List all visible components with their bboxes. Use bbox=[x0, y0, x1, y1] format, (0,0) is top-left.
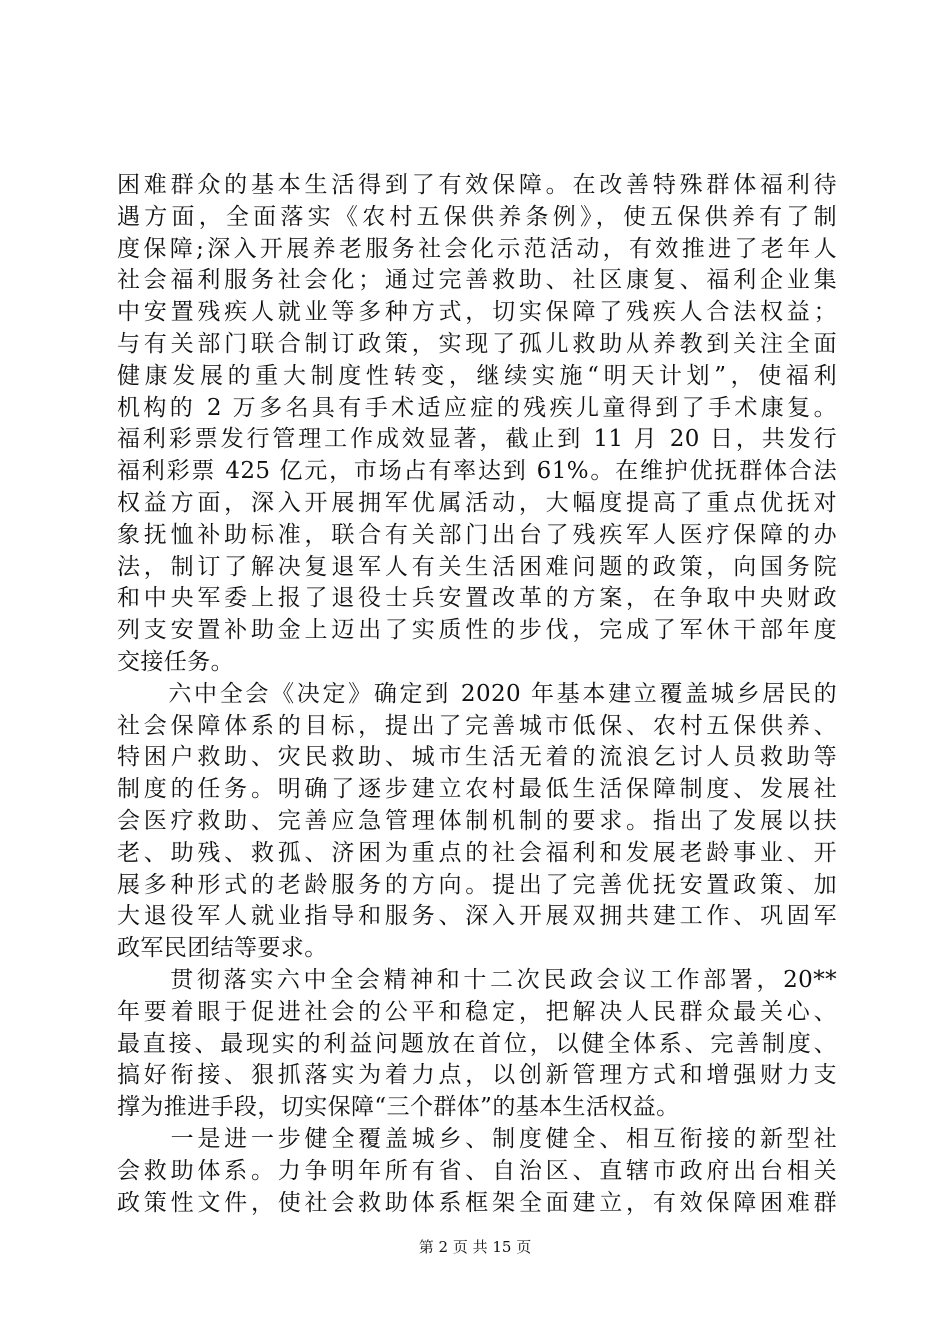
text-line: 社会福利服务社会化；通过完善救助、社区康复、福利企业集 bbox=[117, 267, 837, 294]
text-line: 福利彩票发行管理工作成效显著，截止到 11 月 20 日，共发行 bbox=[117, 426, 837, 453]
text-line: 困难群众的基本生活得到了有效保障。在改善特殊群体福利待 bbox=[117, 172, 837, 198]
text-line: 最直接、最现实的利益问题放在首位，以健全体系、完善制度、 bbox=[117, 1030, 837, 1057]
text-line: 年要着眼于促进社会的公平和稳定，把解决人民群众最关心、 bbox=[117, 998, 837, 1025]
text-line: 机构的 2 万多名具有手术适应症的残疾儿童得到了手术康复。 bbox=[117, 394, 837, 421]
text-line: 六中全会《决定》确定到 2020 年基本建立覆盖城乡居民的 bbox=[117, 680, 837, 707]
text-line: 会救助体系。力争明年所有省、自治区、直辖市政府出台相关 bbox=[117, 1157, 837, 1184]
body-text bbox=[117, 170, 837, 1219]
text-line: 度保障;深入开展养老服务社会化示范活动，有效推进了老年人 bbox=[117, 235, 837, 262]
text-line: 搞好衔接、狠抓落实为着力点，以创新管理方式和增强财力支 bbox=[117, 1062, 837, 1089]
text-line: 老、助残、救孤、济困为重点的社会福利和发展老龄事业、开 bbox=[117, 839, 837, 866]
text-line: 特困户救助、灾民救助、城市生活无着的流浪乞讨人员救助等 bbox=[117, 744, 837, 771]
text-line: 政策性文件，使社会救助体系框架全面建立，有效保障困难群 bbox=[117, 1189, 837, 1216]
text-line: 政军民团结等要求。 bbox=[117, 935, 328, 962]
text-line: 交接任务。 bbox=[117, 648, 234, 675]
text-line: 贯彻落实六中全会精神和十二次民政会议工作部署，20** bbox=[117, 966, 837, 993]
text-line: 和中央军委上报了退役士兵安置改革的方案，在争取中央财政 bbox=[117, 585, 837, 612]
text-line: 一是进一步健全覆盖城乡、制度健全、相互衔接的新型社 bbox=[117, 1125, 837, 1152]
page-footer: 第 2 页 共 15 页 bbox=[418, 1238, 532, 1256]
text-line: 福利彩票 425 亿元，市场占有率达到 61%。在维护优抚群体合法 bbox=[117, 458, 837, 485]
text-line: 遇方面，全面落实《农村五保供养条例》，使五保供养有了制 bbox=[117, 203, 837, 230]
text-line: 权益方面，深入开展拥军优属活动，大幅度提高了重点优抚对 bbox=[117, 489, 837, 516]
text-line: 大退役军人就业指导和服务、深入开展双拥共建工作、巩固军 bbox=[117, 903, 837, 930]
text-line: 中安置残疾人就业等多种方式，切实保障了残疾人合法权益； bbox=[117, 299, 837, 326]
text-line: 会医疗救助、完善应急管理体制机制的要求。指出了发展以扶 bbox=[117, 807, 837, 834]
text-line: 法，制订了解决复退军人有关生活困难问题的政策，向国务院 bbox=[117, 553, 837, 580]
text-line: 社会保障体系的目标，提出了完善城市低保、农村五保供养、 bbox=[117, 712, 837, 739]
text-line: 撑为推进手段，切实保障“三个群体”的基本生活权益。 bbox=[117, 1094, 680, 1121]
text-line: 列支安置补助金上迈出了实质性的步伐，完成了军休干部年度 bbox=[117, 617, 837, 644]
text-line: 象抚恤补助标准，联合有关部门出台了残疾军人医疗保障的办 bbox=[117, 521, 837, 548]
text-line: 健康发展的重大制度性转变，继续实施“明天计划”，使福利 bbox=[117, 362, 837, 389]
text-line: 展多种形式的老龄服务的方向。提出了完善优抚安置政策、加 bbox=[117, 871, 837, 898]
text-line: 制度的任务。明确了逐步建立农村最低生活保障制度、发展社 bbox=[117, 776, 837, 803]
text-line: 与有关部门联合制订政策，实现了孤儿救助从养教到关注全面 bbox=[117, 330, 837, 357]
